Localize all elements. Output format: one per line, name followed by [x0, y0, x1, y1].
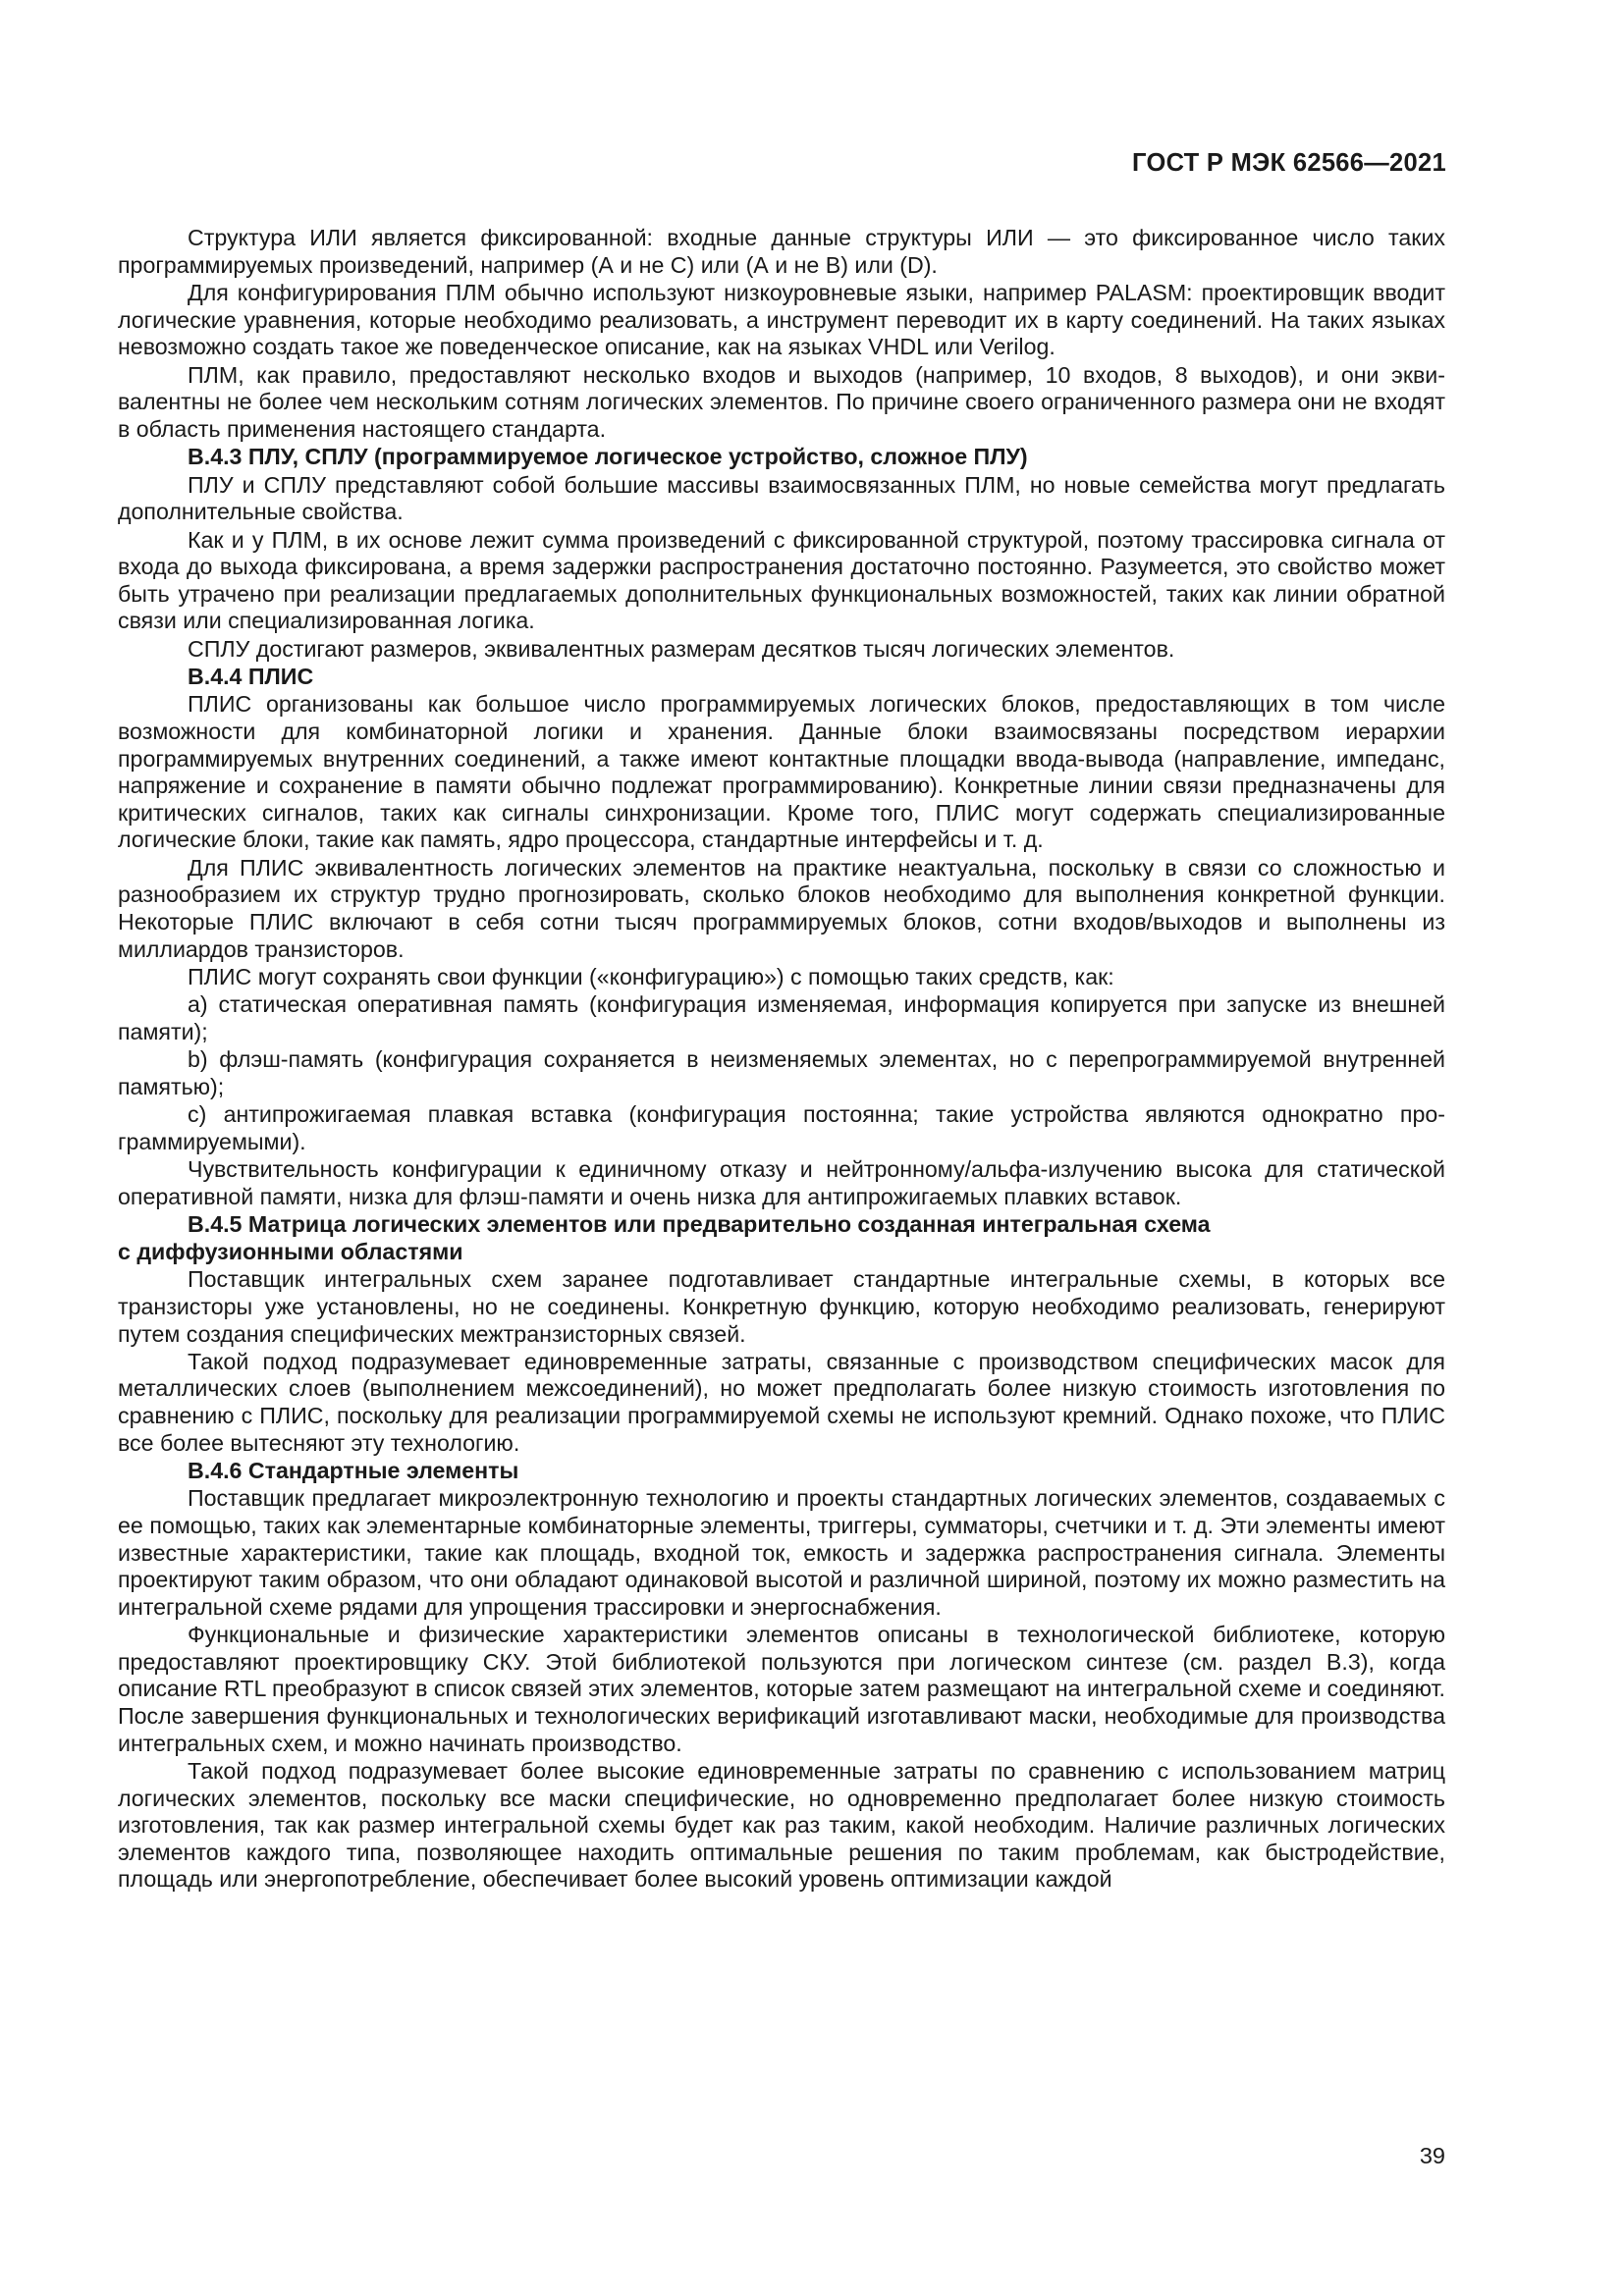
paragraph: СПЛУ достигают размеров, эквивалентных размерам десятков тысяч логических элементов.	[188, 635, 1175, 662]
section-heading: В.4.3 ПЛУ, СПЛУ (программируемое логическое устройство, сложное ПЛУ)	[188, 444, 1028, 470]
paragraph: Для ПЛИС эквивалентность логических элементов на практике неактуальна, поскольку в связи со сложностью и разнообразием их структур трудно прогнозировать, сколько блоков необходимо для выполнения конкретной функции. Некоторые ПЛИС включают в себя сотни тысяч программируемых блоков, сотни входов/выходов и выполнены из миллиардов транзисторов.	[118, 854, 1445, 962]
paragraph: Чувствительность конфигурации к единичному отказу и нейтронному/альфа-излучению высока для статической оперативной памяти, низка для флэш-памяти и очень низка для антипрожигаемых плавких вставок.	[118, 1156, 1445, 1209]
paragraph: Как и у ПЛМ, в их основе лежит сумма произведений с фиксированной структурой, поэтому трассировка сигнала от входа до выхода фиксирована, а время задержки распространения достаточно постоянно. Разумеется, это свойство может быть утрачено при реализации предлагаемых дополнительных функциональных возможностей, таких как линии обратной связи или специализированная логика.	[118, 526, 1445, 634]
section-heading	[118, 1211, 1445, 1265]
section-heading-line: В.4.5 Матрица логических элементов или предварительно созданная интегральная схема	[188, 1211, 1211, 1238]
paragraph: Такой подход подразумевает более высокие единовременные затраты по сравнению с использованием матриц логических элементов, поскольку все маски специфические, но одновременно предполагает более низкую стоимость изготовления, так как размер интегральной схемы будет как раз таким, какой необходим. Наличие различных логических элементов каждого типа, позволяющее находить оптимальные решения по таким проблемам, как быстродействие, площадь или энергопотребление, обеспечивает более высокий уровень оптимизации каждой	[118, 1757, 1445, 1893]
page-number: 39	[1419, 2143, 1445, 2168]
section-heading: В.4.4 ПЛИС	[188, 664, 314, 690]
paragraph: Для конфигурирования ПЛМ обычно используют низкоуровневые языки, например PALASM: проектировщик вводит логические уравнения, которые необходимо реализовать, а инструмент переводит их в карту соединений. На таких языках невозможно создать такое же поведенческое описание, как на языках VHDL или Verilog.	[118, 279, 1445, 360]
paragraph: c) антипрожигаемая плавкая вставка (конфигурация постоянна; такие устройства являются однократно программируемыми).	[118, 1101, 1445, 1154]
section-heading: В.4.6 Стандартные элементы	[188, 1458, 519, 1484]
paragraph: Такой подход подразумевает единовременные затраты, связанные с производством специфических масок для металлических слоев (выполнением межсоединений), но может предполагать более низкую стоимость изготовления по сравнению с ПЛИС, поскольку для реализации программируемой схемы не используют кремний. Однако похоже, что ПЛИС все более вытесняют эту технологию.	[118, 1348, 1445, 1456]
paragraph: b) флэш-память (конфигурация сохраняется в неизменяемых элементах, но с перепрограммируемой внутренней памятью);	[118, 1046, 1445, 1099]
paragraph: a) статическая оперативная память (конфигурация изменяемая, информация копируется при запуске из внешней памяти);	[118, 991, 1445, 1044]
document-body	[118, 225, 1445, 1895]
paragraph: ПЛУ и СПЛУ представляют собой большие массивы взаимосвязанных ПЛМ, но новые семейства могут предлагать дополнительные свойства.	[118, 471, 1445, 525]
paragraph: Функциональные и физические характеристики элементов описаны в технологической библиотеке, которую предоставляют проектировщику СКУ. Этой библиотекой пользуются при логическом синтезе (см. раздел В.3), когда описание RTL преобразуют в список связей этих элементов, которые затем размещают на интегральной схеме и соединяют. После завершения функциональных и технологических верификаций изготавливают маски, необходимые для производства интегральных схем, и можно начинать производство.	[118, 1622, 1445, 1756]
section-heading-continuation: с диффузионными областями	[118, 1238, 463, 1264]
standard-header: ГОСТ Р МЭК 62566—2021	[1132, 149, 1446, 177]
paragraph: Структура ИЛИ является фиксированной: входные данные структуры ИЛИ — это фиксированное число таких программируемых произведений, например (А и не С) или (А и не В) или (D).	[118, 225, 1445, 278]
paragraph: ПЛИС организованы как большое число программируемых логических блоков, предоставляющих в том числе возможности для комбинаторной логики и хранения. Данные блоки взаимосвязаны посредством иерархии программируемых внутренних соединений, а также имеют контактные площадки ввода-вывода (направление, импеданс, напряжение и сохранение в памяти обычно подлежат программированию). Конкретные линии связи предназначены для критических сигналов, таких как сигналы синхронизации. Кроме того, ПЛИС могут содержать специализированные логические блоки, такие как память, ядро процессора, стандартные интерфейсы и т. д.	[118, 691, 1445, 853]
paragraph: Поставщик предлагает микроэлектронную технологию и проекты стандартных логических элементов, создаваемых с ее помощью, таких как элементарные комбинаторные элементы, триггеры, сумматоры, счетчики и т. д. Эти элементы имеют известные характеристики, такие как площадь, входной ток, емкость и задержка распространения сигнала. Элементы проектируют таким образом, что они обладают одинаковой высотой и различной шириной, поэтому их можно разместить на интегральной схеме рядами для упрощения трассировки и энергоснабжения.	[118, 1485, 1445, 1620]
paragraph: ПЛИС могут сохранять свои функции («конфигурацию») с помощью таких средств, как:	[188, 964, 1114, 989]
paragraph: ПЛМ, как правило, предоставляют несколько входов и выходов (например, 10 входов, 8 выходов), и они эквивалентны не более чем нескольким сотням логических элементов. По причине своего ограниченного размера они не входят в область применения настоящего стандарта.	[118, 361, 1445, 442]
paragraph: Поставщик интегральных схем заранее подготавливает стандартные интегральные схемы, в которых все транзисторы уже установлены, но не соединены. Конкретную функцию, которую необходимо реализовать, генерируют путем создания специфических межтранзисторных связей.	[118, 1266, 1445, 1347]
